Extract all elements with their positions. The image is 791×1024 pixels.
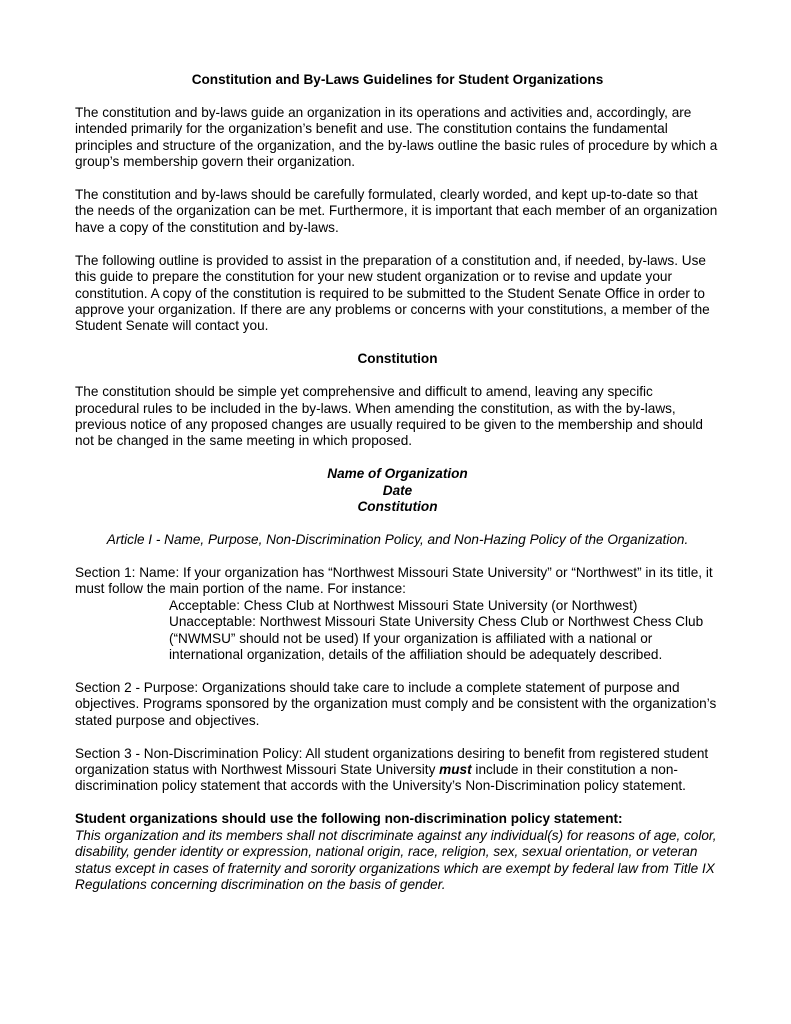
intro-paragraph-3: The following outline is provided to assist in the preparation of a constitution and, if needed, by-laws. Use this guide to prepare the constitution for your new student organization or to revise and update your constitution. A copy of the constitution is required to be submitted to the Student Senate Office in order to approve your organization. If there are any problems or concerns with your constitutions, a member of the Student Senate will contact you. (75, 252, 710, 334)
intro-paragraph-1: The constitution and by-laws guide an organization in its operations and activities and, accordingly, are intended primarily for the organization’s benefit and use. The constitution contains the fundamental principles and structure of the organization, and the by-laws outline the basic rules of procedure by which a group’s membership govern their organization. (75, 104, 718, 170)
document-title: Constitution and By-Laws Guidelines for Student Organizations (191, 72, 604, 87)
constitution-paragraph: The constitution should be simple yet comprehensive and difficult to amend, leaving any specific procedural rules to be included in the by-laws. When amending the constitution, as with the by-laws, previous notice of any proposed changes are usually required to be given to the membership and should not be changed in the same meeting in which proposed. (75, 384, 703, 449)
document-page (75, 72, 720, 893)
section-3-text-after: include in their constitution a non-discrimination policy statement that accords with the University’s Non-Discrimination policy statement. (75, 762, 686, 794)
section-1-acceptable: Acceptable: Chess Club at Northwest Missouri State University (or Northwest) (169, 597, 638, 613)
template-header-block (75, 466, 720, 515)
section-3-emphasis: must (439, 762, 472, 777)
section-1-examples (169, 598, 720, 664)
policy-statement: This organization and its members shall not discriminate against any individual(s) for reasons of age, color, disability, gender identity or expression, national origin, race, religion, sex, sexual orientation, or veteran status except in cases of fraternity and sorority organizations which are exempt by federal law from Title IX Regulations concerning discrimination on the basis of gender. (75, 827, 717, 892)
policy-block (75, 811, 720, 893)
section-2: Section 2 - Purpose: Organizations should take care to include a complete statement of purpose and objectives. Programs sponsored by the organization must comply and be consistent with the organization’s stated purpose and objectives. (75, 679, 717, 728)
article-1-heading: Article I - Name, Purpose, Non-Discrimination Policy, and Non-Hazing Policy of the Organization. (106, 532, 689, 548)
section-3-text-before: Section 3 - Non-Discrimination Policy: All student organizations desiring to benefit from registered student organization status with Northwest Missouri State University (75, 745, 709, 777)
template-constitution: Constitution (357, 499, 438, 515)
section-3 (75, 746, 720, 795)
intro-paragraph-2: The constitution and by-laws should be carefully formulated, clearly worded, and kept up-to-date so that the needs of the organization can be met. Furthermore, it is important that each member of an organization have a copy of the constitution and by-laws. (75, 187, 718, 235)
section-1-unacceptable: Unacceptable: Northwest Missouri State University Chess Club or Northwest Chess Club (“NWMSU” should not be used) If your organization is affiliated with a national or international organization, details of the affiliation should be adequately described. (169, 614, 704, 662)
template-name-of-organization: Name of Organization (327, 466, 468, 482)
section-1 (75, 565, 720, 663)
template-date: Date (382, 482, 413, 498)
constitution-heading: Constitution (357, 351, 438, 367)
section-1-text: Section 1: Name: If your organization has “Northwest Missouri State University” or “Northwest” in its title, it must follow the main portion of the name. For instance: (75, 564, 713, 597)
policy-heading: Student organizations should use the following non-discrimination policy statement: (75, 811, 623, 827)
